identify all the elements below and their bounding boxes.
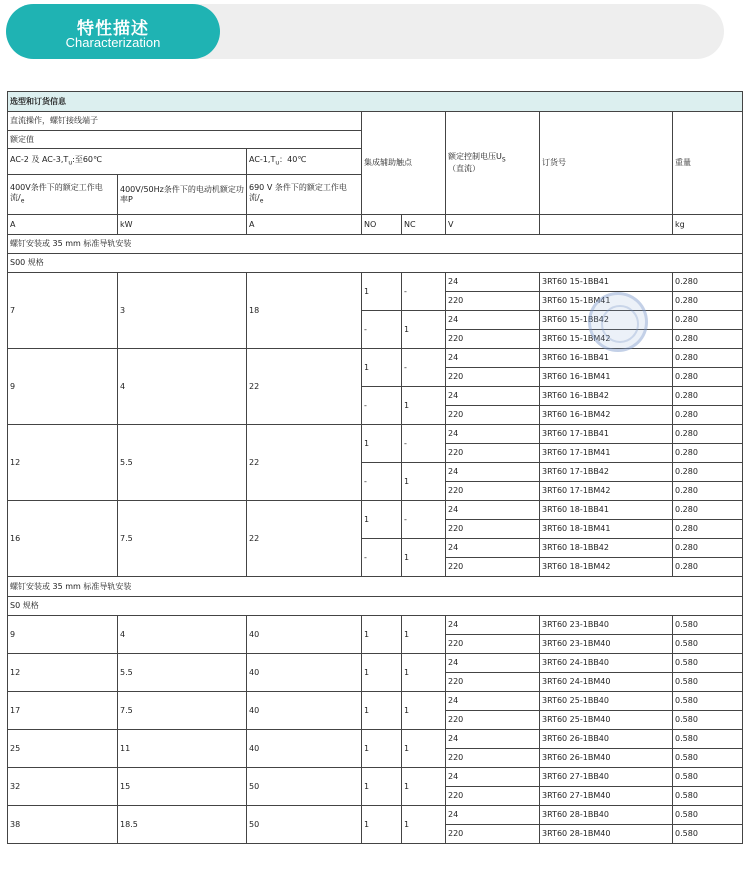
order-number: 3RT60 18-1BM42 (540, 558, 673, 577)
control-voltage: 220 (446, 330, 540, 349)
text: AC-1,T (249, 155, 276, 165)
nc-contacts: 1 (402, 730, 446, 768)
control-voltage: 24 (446, 349, 540, 368)
motor-power: 15 (118, 768, 247, 806)
motor-power: 18.5 (118, 806, 247, 844)
current-690v: 40 (247, 654, 362, 692)
control-voltage: 220 (446, 406, 540, 425)
order-number: 3RT60 23-1BM40 (540, 635, 673, 654)
no-contacts: 1 (362, 806, 402, 844)
weight-value: 0.280 (673, 273, 743, 292)
no-contacts: 1 (362, 730, 402, 768)
weight-value: 0.280 (673, 292, 743, 311)
control-voltage: 24 (446, 730, 540, 749)
current-690v: 22 (247, 501, 362, 577)
col-power-400v: 400V/50Hz条件下的电动机额定功率P (118, 175, 247, 215)
weight-value: 0.580 (673, 768, 743, 787)
table-row (8, 768, 743, 787)
control-voltage: 24 (446, 463, 540, 482)
no-contacts: 1 (362, 768, 402, 806)
current-400v: 32 (8, 768, 118, 806)
motor-power: 4 (118, 349, 247, 425)
table-title: 选型和订货信息 (8, 92, 743, 112)
section-title-zh: 特性描述 (77, 19, 149, 39)
mounting-section-s0: 螺钉安装或 35 mm 标准导轨安装 (8, 577, 743, 597)
control-voltage: 24 (446, 768, 540, 787)
nc-contacts: - (402, 425, 446, 463)
order-number: 3RT60 27-1BM40 (540, 787, 673, 806)
current-400v: 16 (8, 501, 118, 577)
table-row (8, 806, 743, 825)
current-400v: 25 (8, 730, 118, 768)
current-690v: 22 (247, 349, 362, 425)
order-number: 3RT60 16-1BB41 (540, 349, 673, 368)
motor-power: 3 (118, 273, 247, 349)
weight-value: 0.280 (673, 558, 743, 577)
weight-value: 0.280 (673, 501, 743, 520)
order-number: 3RT60 16-1BM41 (540, 368, 673, 387)
rated-voltage-header (446, 112, 540, 215)
order-no-header: 订货号 (540, 112, 673, 215)
weight-value: 0.280 (673, 330, 743, 349)
motor-power: 11 (118, 730, 247, 768)
text: 400V条件下的额定工作电流/ (10, 183, 103, 203)
order-number: 3RT60 25-1BM40 (540, 711, 673, 730)
table-row (8, 692, 743, 711)
order-number: 3RT60 26-1BM40 (540, 749, 673, 768)
no-contacts: 1 (362, 654, 402, 692)
weight-value: 0.280 (673, 482, 743, 501)
subscript: u (275, 160, 280, 168)
nc-contacts: 1 (402, 654, 446, 692)
unit-cell: A (247, 215, 362, 235)
no-contacts: - (362, 463, 402, 501)
current-400v: 12 (8, 654, 118, 692)
text: 690 V 条件下的额定工作电流/ (249, 183, 347, 203)
motor-power: 7.5 (118, 692, 247, 730)
text: AC-2 及 AC-3,T (10, 155, 69, 165)
table-row (8, 425, 743, 444)
table-row (8, 730, 743, 749)
weight-value: 0.280 (673, 520, 743, 539)
motor-power: 4 (118, 616, 247, 654)
order-number: 3RT60 18-1BB41 (540, 501, 673, 520)
nc-contacts: 1 (402, 768, 446, 806)
unit-cell (540, 215, 673, 235)
table-subtitle: 直流操作，螺钉接线端子 (8, 112, 362, 131)
current-400v: 9 (8, 349, 118, 425)
size-label-s0: S0 规格 (8, 597, 743, 616)
weight-value: 0.280 (673, 539, 743, 558)
nc-contacts: 1 (402, 806, 446, 844)
weight-value: 0.580 (673, 635, 743, 654)
unit-cell: kW (118, 215, 247, 235)
text: :至60℃ (72, 155, 102, 165)
control-voltage: 24 (446, 616, 540, 635)
weight-value: 0.580 (673, 787, 743, 806)
no-contacts: 1 (362, 501, 402, 539)
subscript: e (259, 198, 264, 206)
order-number: 3RT60 17-1BM42 (540, 482, 673, 501)
order-number: 3RT60 27-1BB40 (540, 768, 673, 787)
nc-contacts: - (402, 273, 446, 311)
table-row (8, 501, 743, 520)
control-voltage: 24 (446, 501, 540, 520)
order-number: 3RT60 15-1BB41 (540, 273, 673, 292)
control-voltage: 220 (446, 444, 540, 463)
current-690v: 40 (247, 616, 362, 654)
control-voltage: 24 (446, 273, 540, 292)
unit-cell: NO (362, 215, 402, 235)
current-690v: 40 (247, 692, 362, 730)
control-voltage: 220 (446, 673, 540, 692)
order-number: 3RT60 15-1BM41 (540, 292, 673, 311)
weight-value: 0.580 (673, 692, 743, 711)
table-row (8, 654, 743, 673)
rated-values-header: 额定值 (8, 131, 362, 149)
weight-value: 0.580 (673, 711, 743, 730)
control-voltage: 220 (446, 558, 540, 577)
col-current-400v (8, 175, 118, 215)
motor-power: 7.5 (118, 501, 247, 577)
order-number: 3RT60 18-1BM41 (540, 520, 673, 539)
weight-value: 0.580 (673, 616, 743, 635)
current-400v: 12 (8, 425, 118, 501)
size-label-s00: S00 规格 (8, 254, 743, 273)
current-690v: 50 (247, 768, 362, 806)
col-current-690v (247, 175, 362, 215)
nc-contacts: 1 (402, 311, 446, 349)
weight-value: 0.580 (673, 730, 743, 749)
weight-value: 0.280 (673, 444, 743, 463)
weight-value: 0.580 (673, 825, 743, 844)
control-voltage: 24 (446, 806, 540, 825)
control-voltage: 220 (446, 749, 540, 768)
order-number: 3RT60 26-1BB40 (540, 730, 673, 749)
control-voltage: 220 (446, 787, 540, 806)
control-voltage: 220 (446, 292, 540, 311)
order-number: 3RT60 24-1BM40 (540, 673, 673, 692)
spec-table (7, 91, 743, 844)
unit-cell: A (8, 215, 118, 235)
motor-power: 5.5 (118, 425, 247, 501)
control-voltage: 220 (446, 825, 540, 844)
subscript: e (20, 198, 25, 206)
no-contacts: 1 (362, 616, 402, 654)
text: 额定控制电压U (448, 151, 502, 161)
current-690v: 40 (247, 730, 362, 768)
order-number: 3RT60 15-1BB42 (540, 311, 673, 330)
control-voltage: 24 (446, 654, 540, 673)
control-voltage: 220 (446, 520, 540, 539)
weight-value: 0.280 (673, 349, 743, 368)
control-voltage: 220 (446, 711, 540, 730)
control-voltage: 220 (446, 368, 540, 387)
control-voltage: 24 (446, 692, 540, 711)
motor-power: 5.5 (118, 654, 247, 692)
order-number: 3RT60 28-1BM40 (540, 825, 673, 844)
table-row (8, 273, 743, 292)
nc-contacts: 1 (402, 463, 446, 501)
subscript: S (501, 156, 506, 164)
weight-value: 0.280 (673, 311, 743, 330)
weight-value: 0.580 (673, 654, 743, 673)
current-400v: 17 (8, 692, 118, 730)
order-number: 3RT60 25-1BB40 (540, 692, 673, 711)
no-contacts: 1 (362, 349, 402, 387)
current-690v: 18 (247, 273, 362, 349)
section-title-badge (6, 4, 220, 59)
no-contacts: 1 (362, 273, 402, 311)
unit-cell: V (446, 215, 540, 235)
nc-contacts: 1 (402, 539, 446, 577)
current-690v: 50 (247, 806, 362, 844)
no-contacts: - (362, 311, 402, 349)
order-number: 3RT60 16-1BB42 (540, 387, 673, 406)
order-number: 3RT60 17-1BB42 (540, 463, 673, 482)
weight-value: 0.280 (673, 425, 743, 444)
weight-value: 0.580 (673, 673, 743, 692)
order-number: 3RT60 17-1BB41 (540, 425, 673, 444)
current-400v: 9 (8, 616, 118, 654)
current-400v: 38 (8, 806, 118, 844)
text: ：40℃ (279, 155, 307, 165)
weight-value: 0.580 (673, 749, 743, 768)
nc-contacts: - (402, 501, 446, 539)
nc-contacts: 1 (402, 692, 446, 730)
order-number: 3RT60 24-1BB40 (540, 654, 673, 673)
no-contacts: - (362, 387, 402, 425)
mounting-section-s00: 螺钉安装或 35 mm 标准导轨安装 (8, 235, 743, 254)
table-row (8, 616, 743, 635)
subscript: u (68, 160, 73, 168)
no-contacts: 1 (362, 425, 402, 463)
watermark-seal (588, 292, 648, 352)
order-number: 3RT60 17-1BM41 (540, 444, 673, 463)
unit-cell: NC (402, 215, 446, 235)
text: （直流） (448, 164, 480, 174)
order-number: 3RT60 16-1BM42 (540, 406, 673, 425)
ac2-group-header (8, 149, 247, 175)
control-voltage: 24 (446, 425, 540, 444)
control-voltage: 220 (446, 482, 540, 501)
section-title-en: Characterization (65, 35, 161, 50)
no-contacts: - (362, 539, 402, 577)
table-row (8, 349, 743, 368)
weight-value: 0.280 (673, 368, 743, 387)
nc-contacts: 1 (402, 616, 446, 654)
nc-contacts: - (402, 349, 446, 387)
control-voltage: 24 (446, 539, 540, 558)
ac1-group-header (247, 149, 362, 175)
order-number: 3RT60 23-1BB40 (540, 616, 673, 635)
order-number: 3RT60 15-1BM42 (540, 330, 673, 349)
weight-value: 0.580 (673, 806, 743, 825)
nc-contacts: 1 (402, 387, 446, 425)
order-number: 3RT60 28-1BB40 (540, 806, 673, 825)
aux-contacts-header: 集成辅助触点 (362, 112, 446, 215)
weight-header: 重量 (673, 112, 743, 215)
control-voltage: 24 (446, 387, 540, 406)
weight-value: 0.280 (673, 387, 743, 406)
current-400v: 7 (8, 273, 118, 349)
weight-value: 0.280 (673, 463, 743, 482)
order-number: 3RT60 18-1BB42 (540, 539, 673, 558)
weight-value: 0.280 (673, 406, 743, 425)
no-contacts: 1 (362, 692, 402, 730)
current-690v: 22 (247, 425, 362, 501)
control-voltage: 220 (446, 635, 540, 654)
unit-cell: kg (673, 215, 743, 235)
control-voltage: 24 (446, 311, 540, 330)
